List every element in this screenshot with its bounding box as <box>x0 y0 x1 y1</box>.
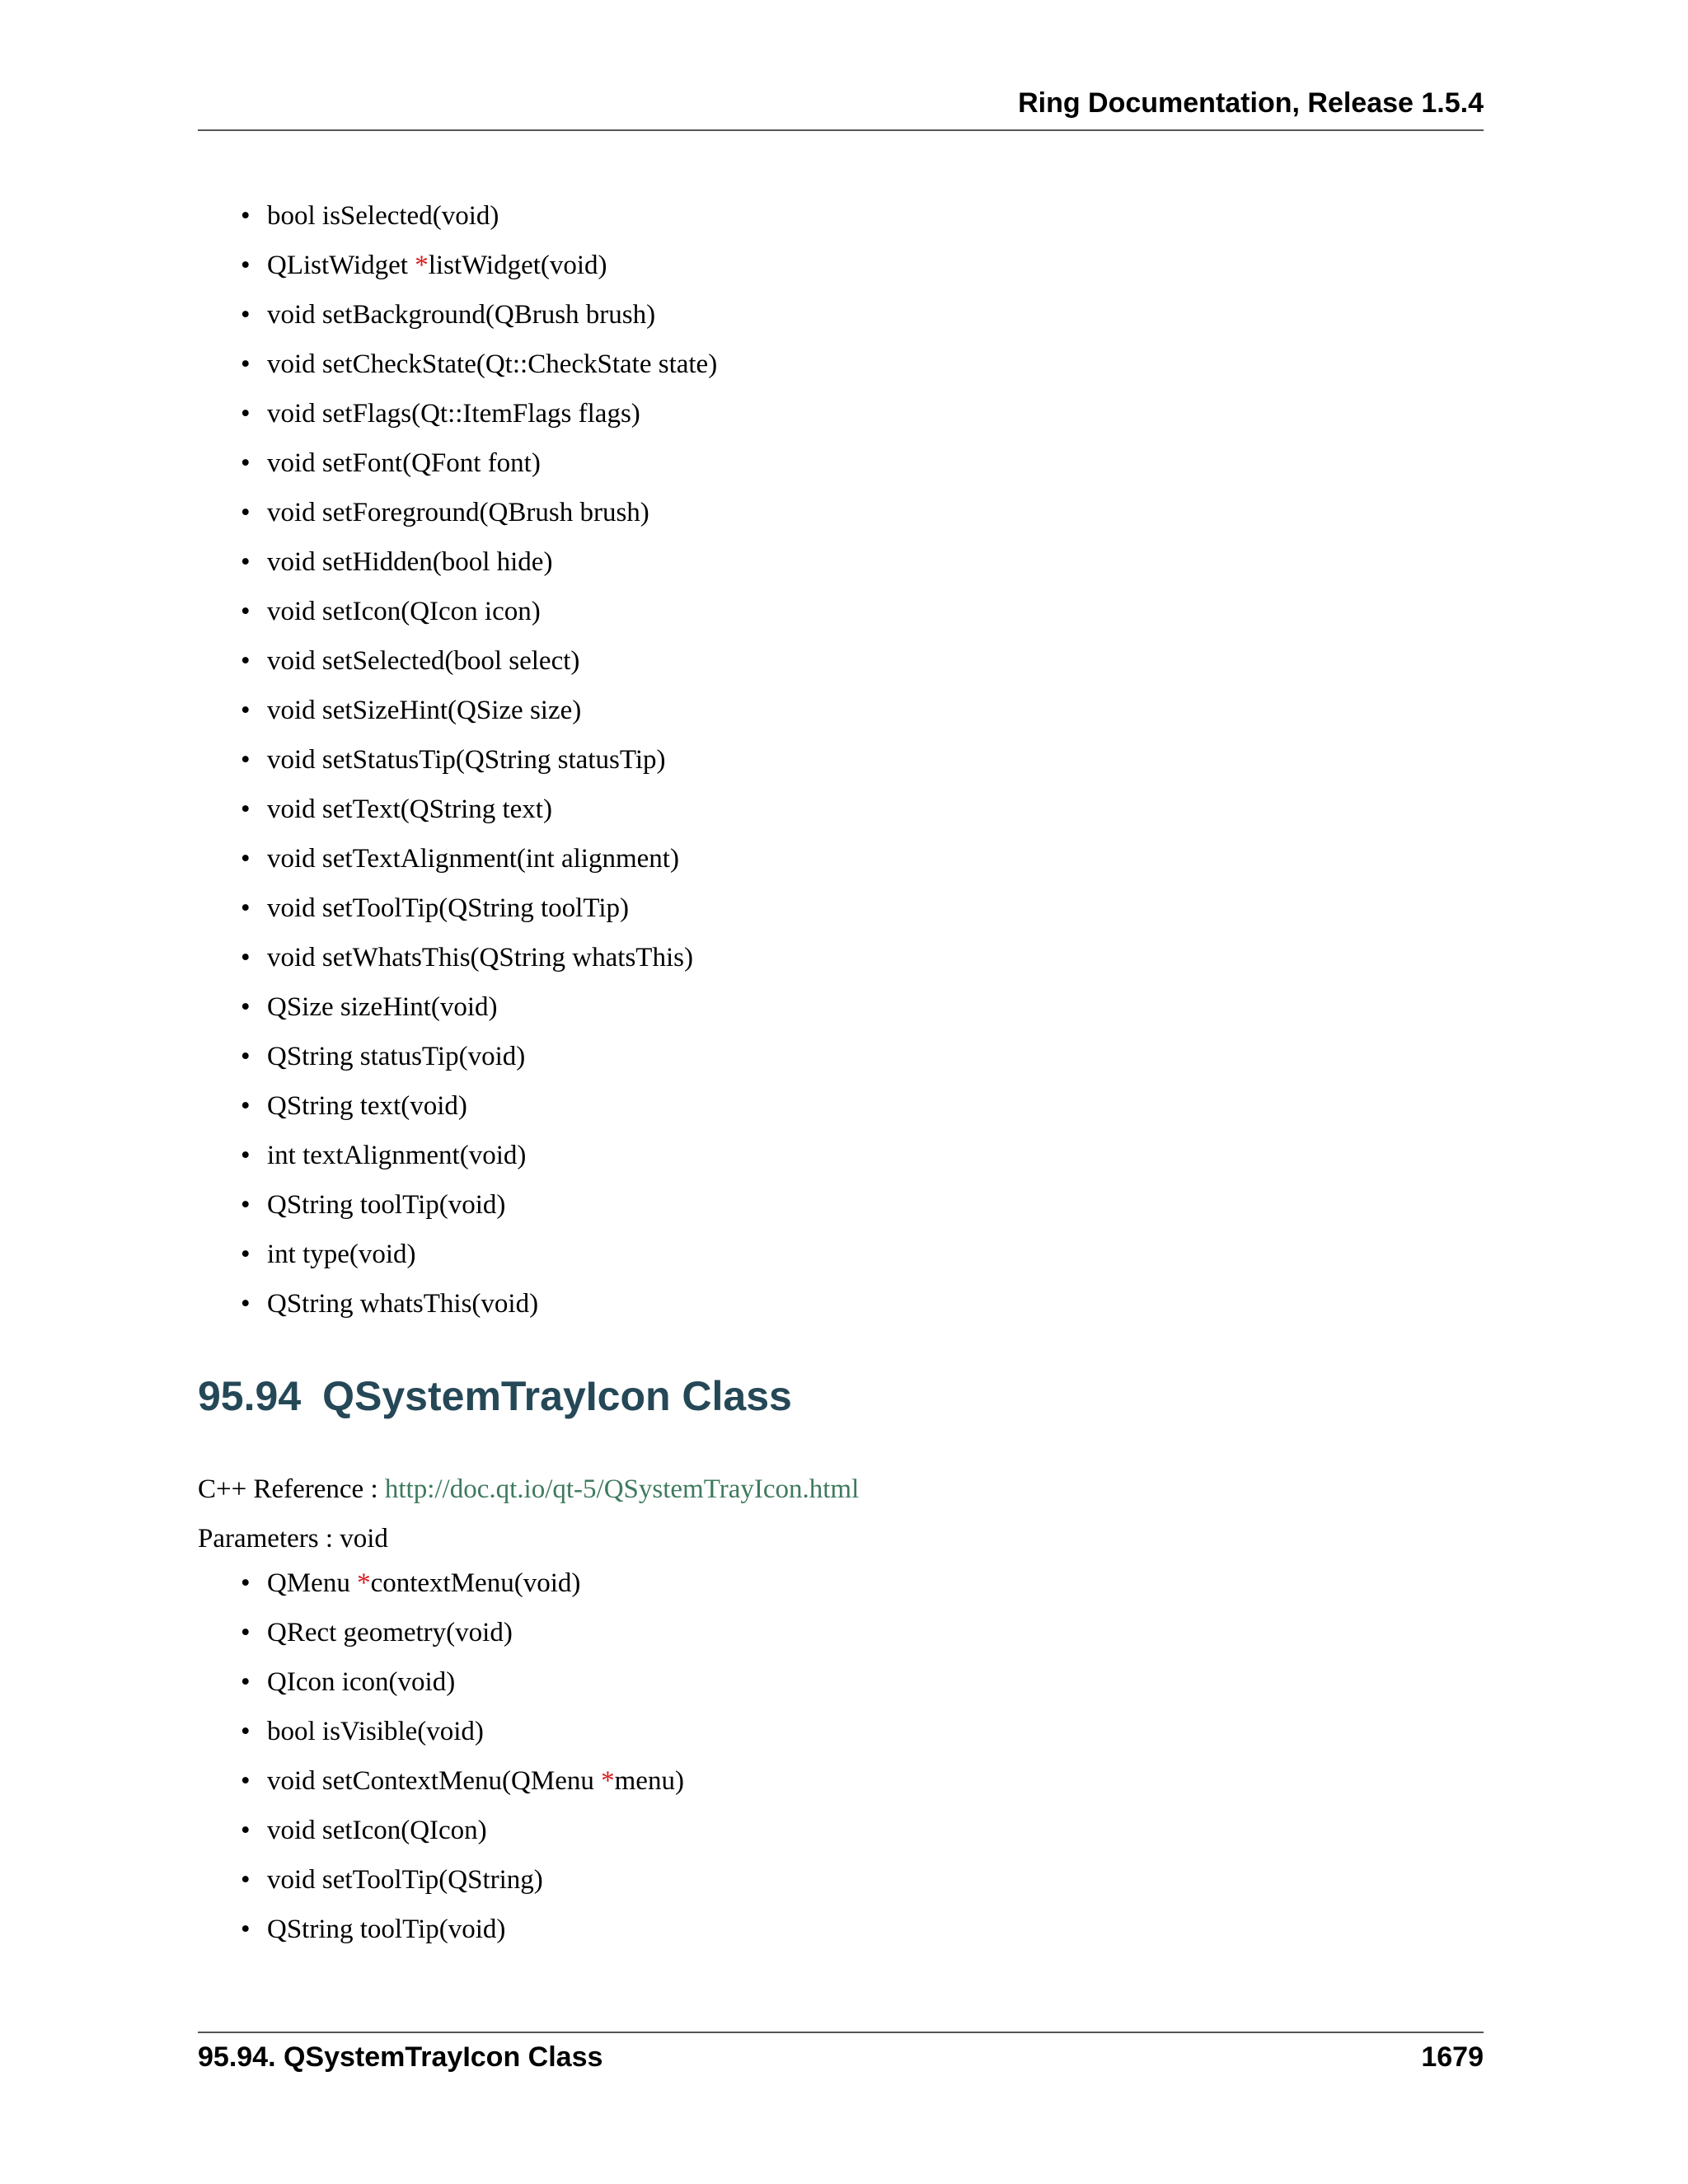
list-item <box>198 438 717 488</box>
section-number: 95.94 <box>198 1373 302 1419</box>
list-item <box>198 290 717 340</box>
method-signature-before: void setContextMenu(QMenu <box>267 1766 602 1796</box>
bullet-icon: • <box>241 1289 251 1319</box>
parameters-line: Parameters : void <box>198 1524 388 1554</box>
footer-section-label: 95.94. QSystemTrayIcon Class <box>198 2041 603 2073</box>
bullet-icon: • <box>241 448 251 478</box>
bullet-icon: • <box>241 251 251 280</box>
list-item <box>198 1905 684 1954</box>
bullet-icon: • <box>241 1865 251 1895</box>
cpp-reference-link[interactable]: http://doc.qt.io/qt-5/QSystemTrayIcon.html <box>384 1474 860 1504</box>
method-signature-before: void setForeground(QBrush brush) <box>267 498 649 527</box>
list-item <box>198 933 717 982</box>
bullet-icon: • <box>241 498 251 527</box>
list-item <box>198 1707 684 1756</box>
list-item <box>198 982 717 1032</box>
header-rule <box>198 129 1484 131</box>
list-item <box>198 1806 684 1855</box>
list-item <box>198 587 717 636</box>
bullet-icon: • <box>241 1568 251 1598</box>
method-signature-before: QString text(void) <box>267 1091 467 1121</box>
bullet-icon: • <box>241 1667 251 1697</box>
method-signature-before: void setSizeHint(QSize size) <box>267 696 582 725</box>
list-item <box>198 735 717 785</box>
bullet-icon: • <box>241 1091 251 1121</box>
list-item <box>198 1855 684 1905</box>
bullet-icon: • <box>241 201 251 231</box>
bullet-icon: • <box>241 943 251 972</box>
bullet-icon: • <box>241 300 251 330</box>
pointer-asterisk: * <box>415 251 429 280</box>
pointer-asterisk: * <box>357 1568 371 1598</box>
method-signature-before: void setToolTip(QString toolTip) <box>267 893 630 923</box>
footer-rule <box>198 2032 1484 2033</box>
bullet-icon: • <box>241 1240 251 1269</box>
list-item <box>198 883 717 933</box>
method-signature-before: int type(void) <box>267 1240 416 1269</box>
method-signature-before: void setText(QString text) <box>267 794 552 824</box>
method-signature-before: void setWhatsThis(QString whatsThis) <box>267 943 693 972</box>
section-title-text: QSystemTrayIcon Class <box>322 1373 792 1419</box>
bullet-icon: • <box>241 696 251 725</box>
list-item <box>198 636 717 686</box>
method-signature-before: void setHidden(bool hide) <box>267 547 553 577</box>
method-signature-before: QRect geometry(void) <box>267 1618 513 1647</box>
method-signature-before: void setFont(QFont font) <box>267 448 541 478</box>
method-signature-before: QString toolTip(void) <box>267 1190 506 1220</box>
list-item <box>198 1032 717 1081</box>
list-item <box>198 191 717 241</box>
list-item <box>198 389 717 438</box>
running-header: Ring Documentation, Release 1.5.4 <box>1018 87 1484 119</box>
bullet-icon: • <box>241 349 251 379</box>
list-item <box>198 1608 684 1657</box>
list-item <box>198 834 717 883</box>
bullet-icon: • <box>241 1141 251 1170</box>
bullet-icon: • <box>241 794 251 824</box>
list-item <box>198 1131 717 1180</box>
section-heading <box>198 1372 792 1420</box>
list-item <box>198 1558 684 1608</box>
method-signature-after: listWidget(void) <box>428 251 607 280</box>
bullet-icon: • <box>241 1816 251 1845</box>
list-item <box>198 241 717 290</box>
qsystemtrayicon-methods-list <box>198 1558 684 1954</box>
bullet-icon: • <box>241 399 251 429</box>
list-item <box>198 537 717 587</box>
method-signature-before: QListWidget <box>267 251 415 280</box>
cpp-reference-line <box>198 1474 859 1505</box>
list-item <box>198 1756 684 1806</box>
bullet-icon: • <box>241 1042 251 1071</box>
method-signature-before: QMenu <box>267 1568 358 1598</box>
bullet-icon: • <box>241 893 251 923</box>
list-item <box>198 1180 717 1230</box>
bullet-icon: • <box>241 547 251 577</box>
method-signature-before: void setTextAlignment(int alignment) <box>267 844 679 874</box>
method-signature-before: void setFlags(Qt::ItemFlags flags) <box>267 399 640 429</box>
list-item <box>198 785 717 834</box>
method-signature-before: bool isSelected(void) <box>267 201 499 231</box>
method-signature-before: QSize sizeHint(void) <box>267 992 498 1022</box>
method-signature-before: void setIcon(QIcon) <box>267 1816 487 1845</box>
bullet-icon: • <box>241 1766 251 1796</box>
method-signature-before: int textAlignment(void) <box>267 1141 527 1170</box>
method-signature-before: void setCheckState(Qt::CheckState state) <box>267 349 718 379</box>
page-number: 1679 <box>1421 2041 1484 2073</box>
bullet-icon: • <box>241 1717 251 1746</box>
bullet-icon: • <box>241 844 251 874</box>
method-signature-before: QString whatsThis(void) <box>267 1289 539 1319</box>
pointer-asterisk: * <box>601 1766 615 1796</box>
list-item <box>198 686 717 735</box>
qlistwidgetitem-methods-list <box>198 191 717 1329</box>
bullet-icon: • <box>241 646 251 676</box>
method-signature-before: QString toolTip(void) <box>267 1915 506 1944</box>
method-signature-before: bool isVisible(void) <box>267 1717 484 1746</box>
cpp-reference-label: C++ Reference : <box>198 1474 385 1504</box>
bullet-icon: • <box>241 1915 251 1944</box>
method-signature-after: menu) <box>614 1766 684 1796</box>
method-signature-before: QString statusTip(void) <box>267 1042 526 1071</box>
list-item <box>198 1657 684 1707</box>
method-signature-before: void setStatusTip(QString statusTip) <box>267 745 666 775</box>
list-item <box>198 1279 717 1329</box>
list-item <box>198 1230 717 1279</box>
method-signature-before: void setBackground(QBrush brush) <box>267 300 656 330</box>
method-signature-after: contextMenu(void) <box>370 1568 581 1598</box>
bullet-icon: • <box>241 1190 251 1220</box>
bullet-icon: • <box>241 992 251 1022</box>
method-signature-before: void setToolTip(QString) <box>267 1865 543 1895</box>
method-signature-before: void setSelected(bool select) <box>267 646 580 676</box>
method-signature-before: void setIcon(QIcon icon) <box>267 597 541 626</box>
list-item <box>198 340 717 389</box>
bullet-icon: • <box>241 1618 251 1647</box>
list-item <box>198 488 717 537</box>
list-item <box>198 1081 717 1131</box>
bullet-icon: • <box>241 597 251 626</box>
bullet-icon: • <box>241 745 251 775</box>
method-signature-before: QIcon icon(void) <box>267 1667 456 1697</box>
